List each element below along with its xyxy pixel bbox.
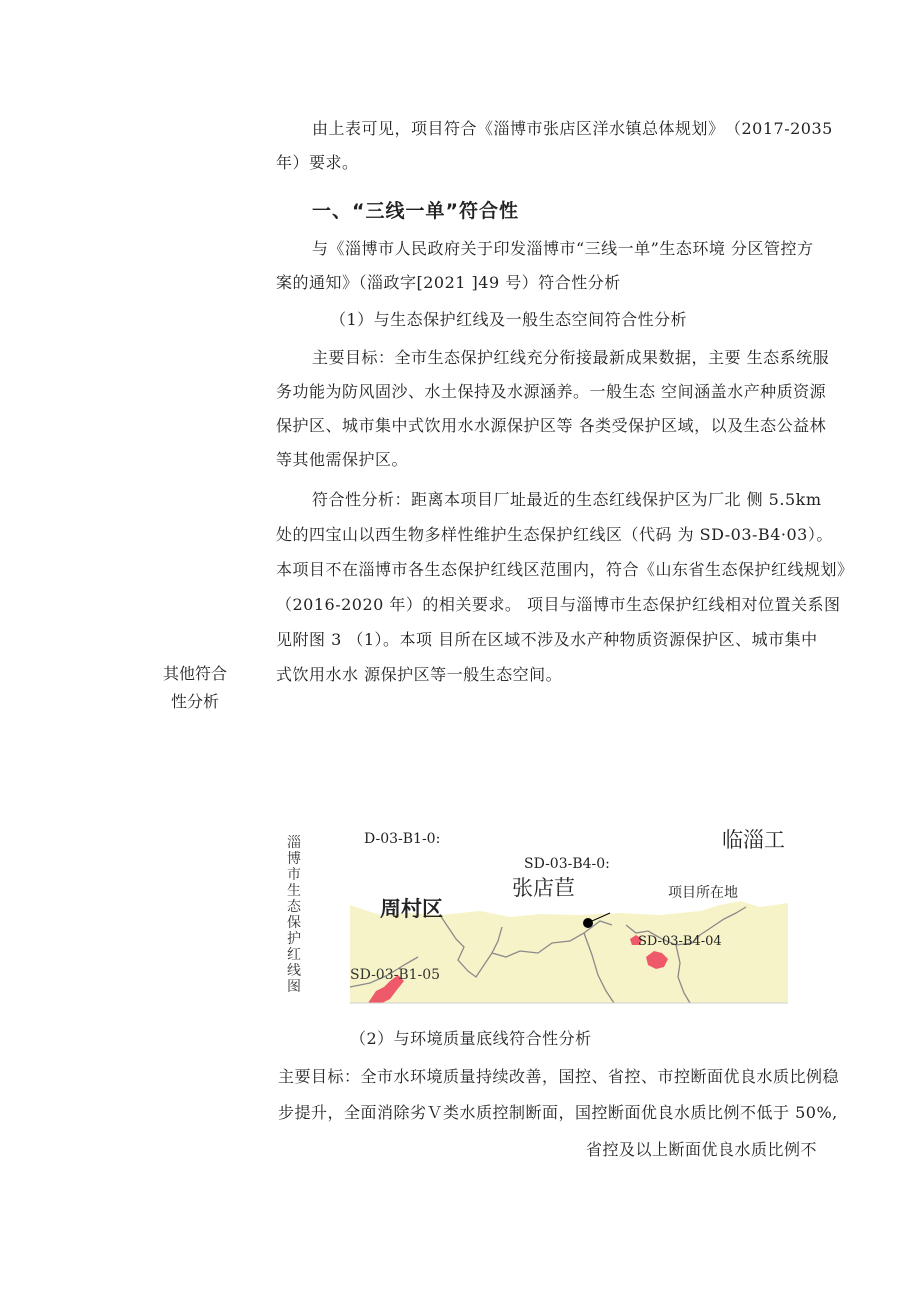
label-linzi: 临淄工 (722, 828, 785, 852)
map-title-char: 红 (287, 947, 301, 963)
para-3-line-1: 主要目标：全市生态保护红线充分衔接最新成果数据，主要 生态系统服 (312, 348, 830, 367)
para-3-line-3: 保护区、城市集中式饮用水水源保护区等 各类受保护区域，以及生态公益林 (276, 416, 827, 435)
para-4-line-6: 式饮用水水 源保护区等一般生态空间。 (276, 665, 563, 684)
map-title-char: 线 (287, 963, 301, 979)
side-label (150, 660, 240, 716)
label-zhangdian: 张店苣 (512, 876, 575, 900)
para-5-line-2: 步提升，全面消除劣Ｖ类水质控制断面，国控断面优良水质比例不低于 50%, (278, 1103, 838, 1122)
label-zhoucun: 周村区 (380, 897, 443, 921)
subheading-2: （2）与环境质量底线符合性分析 (350, 1029, 592, 1048)
label-sd03b40: SD-03-B4-0: (524, 856, 610, 872)
label-d03b10: D-03-B1-0: (364, 831, 441, 847)
para-2-line-2: 案的通知》（淄政字[2021 ]49 号）符合性分析 (276, 273, 621, 292)
label-sd03b105: SD-03-B1-05 (350, 967, 441, 983)
map-title-char: 保 (287, 915, 301, 931)
map-title-char: 生 (287, 883, 301, 899)
map-title-char: 态 (287, 899, 301, 915)
map-title-char: 淄 (287, 835, 301, 851)
label-project: 项目所在地 (668, 885, 738, 901)
para-3-line-4: 等其他需保护区。 (276, 450, 409, 469)
para-2-line-1: 与《淄博市人民政府关于印发淄博市“三线一单”生态环境 分区管控方 (312, 239, 814, 258)
map-title-char: 图 (287, 979, 301, 995)
side-label-line-2: 性分析 (170, 692, 219, 711)
para-4-line-1: 符合性分析：距离本项目厂址最近的生态红线保护区为厂北 侧 5.5km (312, 490, 822, 509)
para-3-line-2: 务功能为防风固沙、水土保持及水源涵养。一般生态 空间涵盖水产种质资源 (276, 382, 827, 401)
section-heading: 一、“三线一单”符合性 (312, 200, 519, 222)
subheading-1: （1）与生态保护红线及一般生态空间符合性分析 (330, 310, 688, 329)
para-1-line-1: 由上表可见，项目符合《淄博市张店区洋水镇总体规划》 （2017-2035 (312, 119, 833, 138)
para-4-line-5: 见附图 3 （1）。本项 目所在区域不涉及水产种物质资源保护区、城市集中 (276, 630, 818, 649)
para-4-line-4: （2016-2020 年）的相关要求。 项目与淄博市生态保护红线相对位置关系图 (276, 595, 841, 614)
para-4-line-3: 本项目不在淄博市各生态保护红线区范围内，符合《山东省生态保护红线规划》 (276, 560, 854, 579)
para-5-line-1: 主要目标：全市水环境质量持续改善，国控、省控、市控断面优良水质比例稳 (278, 1067, 840, 1086)
para-4-line-2: 处的四宝山以西生物多样性维护生态保护红线区（代码 为 SD-03-B4·03）。 (276, 525, 833, 544)
ecological-redline-map (280, 815, 800, 1015)
para-5-line-3: 省控及以上断面优良水质比例不 (586, 1140, 818, 1159)
map-title-char: 市 (287, 867, 301, 883)
map-title-char: 护 (287, 931, 301, 947)
map-title-char: 博 (287, 851, 301, 867)
para-1-line-2: 年）要求。 (276, 153, 359, 172)
label-sd03b404: SD-03-B4-04 (638, 934, 722, 949)
side-label-line-1: 其他符合 (162, 664, 227, 683)
project-location-marker (583, 918, 593, 928)
